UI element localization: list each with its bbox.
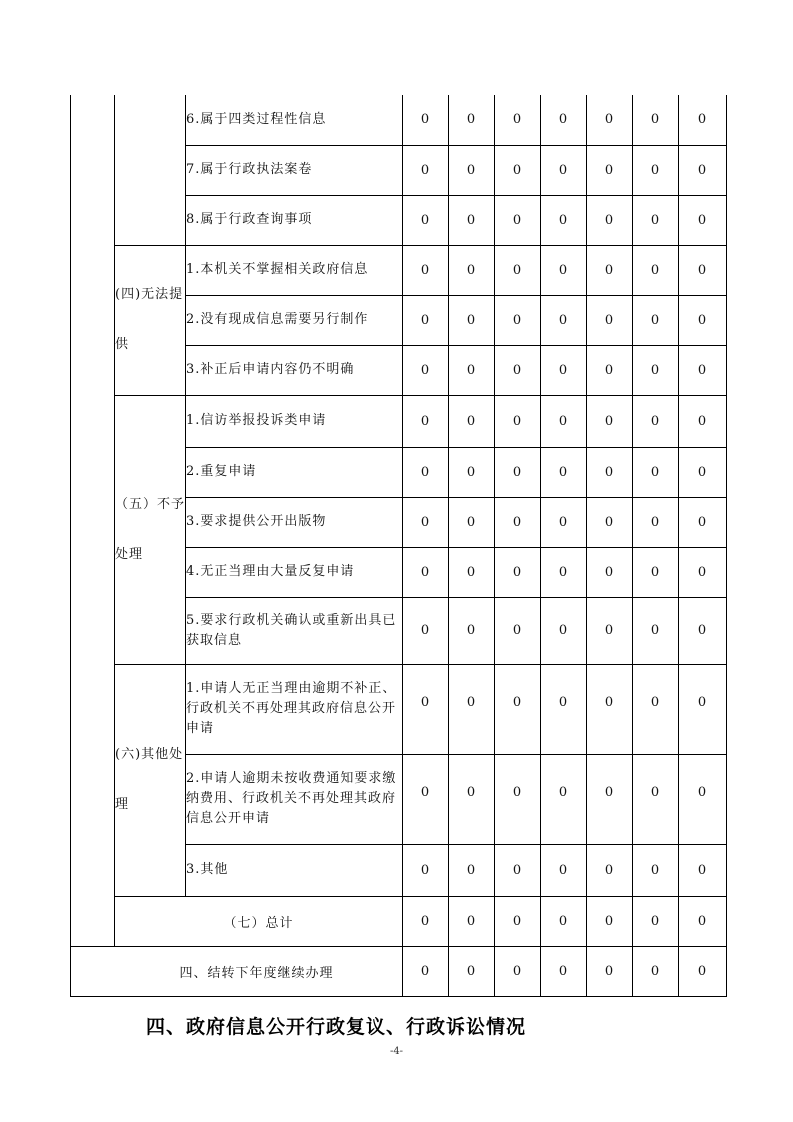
value-cell: 0 xyxy=(587,145,633,195)
value-cell: 0 xyxy=(633,195,679,245)
value-cell: 0 xyxy=(449,497,495,547)
value-cell: 0 xyxy=(541,754,587,844)
value-cell: 0 xyxy=(541,395,587,447)
value-cell: 0 xyxy=(495,447,541,497)
table-row xyxy=(71,95,727,145)
value-cell: 0 xyxy=(449,95,495,145)
value-cell: 0 xyxy=(587,395,633,447)
value-cell: 0 xyxy=(541,547,587,597)
value-cell: 0 xyxy=(679,896,727,946)
value-cell: 0 xyxy=(587,754,633,844)
value-cell: 0 xyxy=(449,946,495,996)
value-cell: 0 xyxy=(587,345,633,395)
value-cell: 0 xyxy=(495,497,541,547)
value-cell: 0 xyxy=(449,664,495,754)
item-label: 8.属于行政查询事项 xyxy=(186,195,403,245)
item-label: 2.申请人逾期未按收费通知要求缴纳费用、行政机关不再处理其政府信息公开申请 xyxy=(186,754,403,844)
value-cell: 0 xyxy=(403,195,449,245)
value-cell: 0 xyxy=(541,946,587,996)
value-cell: 0 xyxy=(587,195,633,245)
value-cell: 0 xyxy=(633,295,679,345)
carryover-label: 四、结转下年度继续办理 xyxy=(71,946,403,996)
value-cell: 0 xyxy=(495,145,541,195)
value-cell: 0 xyxy=(541,664,587,754)
value-cell: 0 xyxy=(403,447,449,497)
value-cell: 0 xyxy=(449,245,495,295)
value-cell: 0 xyxy=(403,295,449,345)
value-cell: 0 xyxy=(449,896,495,946)
item-label: 5.要求行政机关确认或重新出具已获取信息 xyxy=(186,597,403,664)
category-cell xyxy=(115,95,186,245)
value-cell: 0 xyxy=(587,547,633,597)
value-cell: 0 xyxy=(587,497,633,547)
value-cell: 0 xyxy=(679,245,727,295)
value-cell: 0 xyxy=(495,844,541,896)
carryover-row xyxy=(71,946,727,996)
value-cell: 0 xyxy=(679,95,727,145)
value-cell: 0 xyxy=(633,345,679,395)
value-cell: 0 xyxy=(449,547,495,597)
value-cell: 0 xyxy=(587,295,633,345)
section-heading: 四、政府信息公开行政复议、行政诉讼情况 xyxy=(146,1016,527,1038)
value-cell: 0 xyxy=(495,395,541,447)
value-cell: 0 xyxy=(495,946,541,996)
value-cell: 0 xyxy=(633,95,679,145)
outer-merged-cell xyxy=(71,95,115,946)
value-cell: 0 xyxy=(633,145,679,195)
table-row xyxy=(71,664,727,754)
value-cell: 0 xyxy=(403,896,449,946)
value-cell: 0 xyxy=(587,844,633,896)
value-cell: 0 xyxy=(403,664,449,754)
item-label: 1.本机关不掌握相关政府信息 xyxy=(186,245,403,295)
value-cell: 0 xyxy=(679,447,727,497)
value-cell: 0 xyxy=(679,295,727,345)
value-cell: 0 xyxy=(633,844,679,896)
value-cell: 0 xyxy=(495,295,541,345)
value-cell: 0 xyxy=(679,497,727,547)
table-row xyxy=(71,395,727,447)
value-cell: 0 xyxy=(679,195,727,245)
value-cell: 0 xyxy=(541,145,587,195)
category-cell: (六)其他处理 xyxy=(115,664,186,896)
statistics-table xyxy=(70,95,727,997)
value-cell: 0 xyxy=(587,597,633,664)
value-cell: 0 xyxy=(541,447,587,497)
value-cell: 0 xyxy=(403,145,449,195)
value-cell: 0 xyxy=(587,245,633,295)
value-cell: 0 xyxy=(633,896,679,946)
item-label: 1.申请人无正当理由逾期不补正、行政机关不再处理其政府信息公开申请 xyxy=(186,664,403,754)
value-cell: 0 xyxy=(541,844,587,896)
value-cell: 0 xyxy=(403,345,449,395)
value-cell: 0 xyxy=(495,195,541,245)
value-cell: 0 xyxy=(633,447,679,497)
value-cell: 0 xyxy=(679,395,727,447)
value-cell: 0 xyxy=(449,345,495,395)
value-cell: 0 xyxy=(449,844,495,896)
value-cell: 0 xyxy=(679,946,727,996)
value-cell: 0 xyxy=(587,95,633,145)
value-cell: 0 xyxy=(679,844,727,896)
value-cell: 0 xyxy=(541,497,587,547)
value-cell: 0 xyxy=(633,245,679,295)
item-label: 4.无正当理由大量反复申请 xyxy=(186,547,403,597)
value-cell: 0 xyxy=(495,664,541,754)
value-cell: 0 xyxy=(587,896,633,946)
value-cell: 0 xyxy=(541,896,587,946)
table-row xyxy=(71,245,727,295)
value-cell: 0 xyxy=(403,844,449,896)
page-number: -4- xyxy=(389,1046,404,1057)
value-cell: 0 xyxy=(495,597,541,664)
value-cell: 0 xyxy=(449,597,495,664)
value-cell: 0 xyxy=(449,395,495,447)
value-cell: 0 xyxy=(495,345,541,395)
value-cell: 0 xyxy=(587,664,633,754)
value-cell: 0 xyxy=(633,946,679,996)
value-cell: 0 xyxy=(403,946,449,996)
value-cell: 0 xyxy=(679,345,727,395)
value-cell: 0 xyxy=(541,245,587,295)
value-cell: 0 xyxy=(633,547,679,597)
value-cell: 0 xyxy=(679,547,727,597)
value-cell: 0 xyxy=(449,295,495,345)
total-row xyxy=(71,896,727,946)
value-cell: 0 xyxy=(541,195,587,245)
value-cell: 0 xyxy=(587,447,633,497)
item-label: 3.补正后申请内容仍不明确 xyxy=(186,345,403,395)
item-label: 2.没有现成信息需要另行制作 xyxy=(186,295,403,345)
category-cell: （五）不予处理 xyxy=(115,395,186,664)
value-cell: 0 xyxy=(541,597,587,664)
value-cell: 0 xyxy=(403,754,449,844)
value-cell: 0 xyxy=(679,597,727,664)
value-cell: 0 xyxy=(449,195,495,245)
value-cell: 0 xyxy=(587,946,633,996)
total-label: （七）总计 xyxy=(115,896,403,946)
item-label: 2.重复申请 xyxy=(186,447,403,497)
value-cell: 0 xyxy=(633,664,679,754)
value-cell: 0 xyxy=(495,547,541,597)
value-cell: 0 xyxy=(449,145,495,195)
value-cell: 0 xyxy=(403,95,449,145)
item-label: 1.信访举报投诉类申请 xyxy=(186,395,403,447)
value-cell: 0 xyxy=(541,95,587,145)
value-cell: 0 xyxy=(633,497,679,547)
value-cell: 0 xyxy=(679,664,727,754)
value-cell: 0 xyxy=(403,497,449,547)
value-cell: 0 xyxy=(403,547,449,597)
value-cell: 0 xyxy=(449,754,495,844)
item-label: 3.其他 xyxy=(186,844,403,896)
value-cell: 0 xyxy=(495,95,541,145)
value-cell: 0 xyxy=(403,245,449,295)
value-cell: 0 xyxy=(541,345,587,395)
value-cell: 0 xyxy=(449,447,495,497)
value-cell: 0 xyxy=(495,896,541,946)
item-label: 3.要求提供公开出版物 xyxy=(186,497,403,547)
value-cell: 0 xyxy=(633,597,679,664)
value-cell: 0 xyxy=(495,245,541,295)
category-cell: (四)无法提供 xyxy=(115,245,186,395)
value-cell: 0 xyxy=(633,395,679,447)
value-cell: 0 xyxy=(403,395,449,447)
value-cell: 0 xyxy=(495,754,541,844)
value-cell: 0 xyxy=(633,754,679,844)
value-cell: 0 xyxy=(679,145,727,195)
item-label: 6.属于四类过程性信息 xyxy=(186,95,403,145)
item-label: 7.属于行政执法案卷 xyxy=(186,145,403,195)
value-cell: 0 xyxy=(403,597,449,664)
value-cell: 0 xyxy=(541,295,587,345)
value-cell: 0 xyxy=(679,754,727,844)
